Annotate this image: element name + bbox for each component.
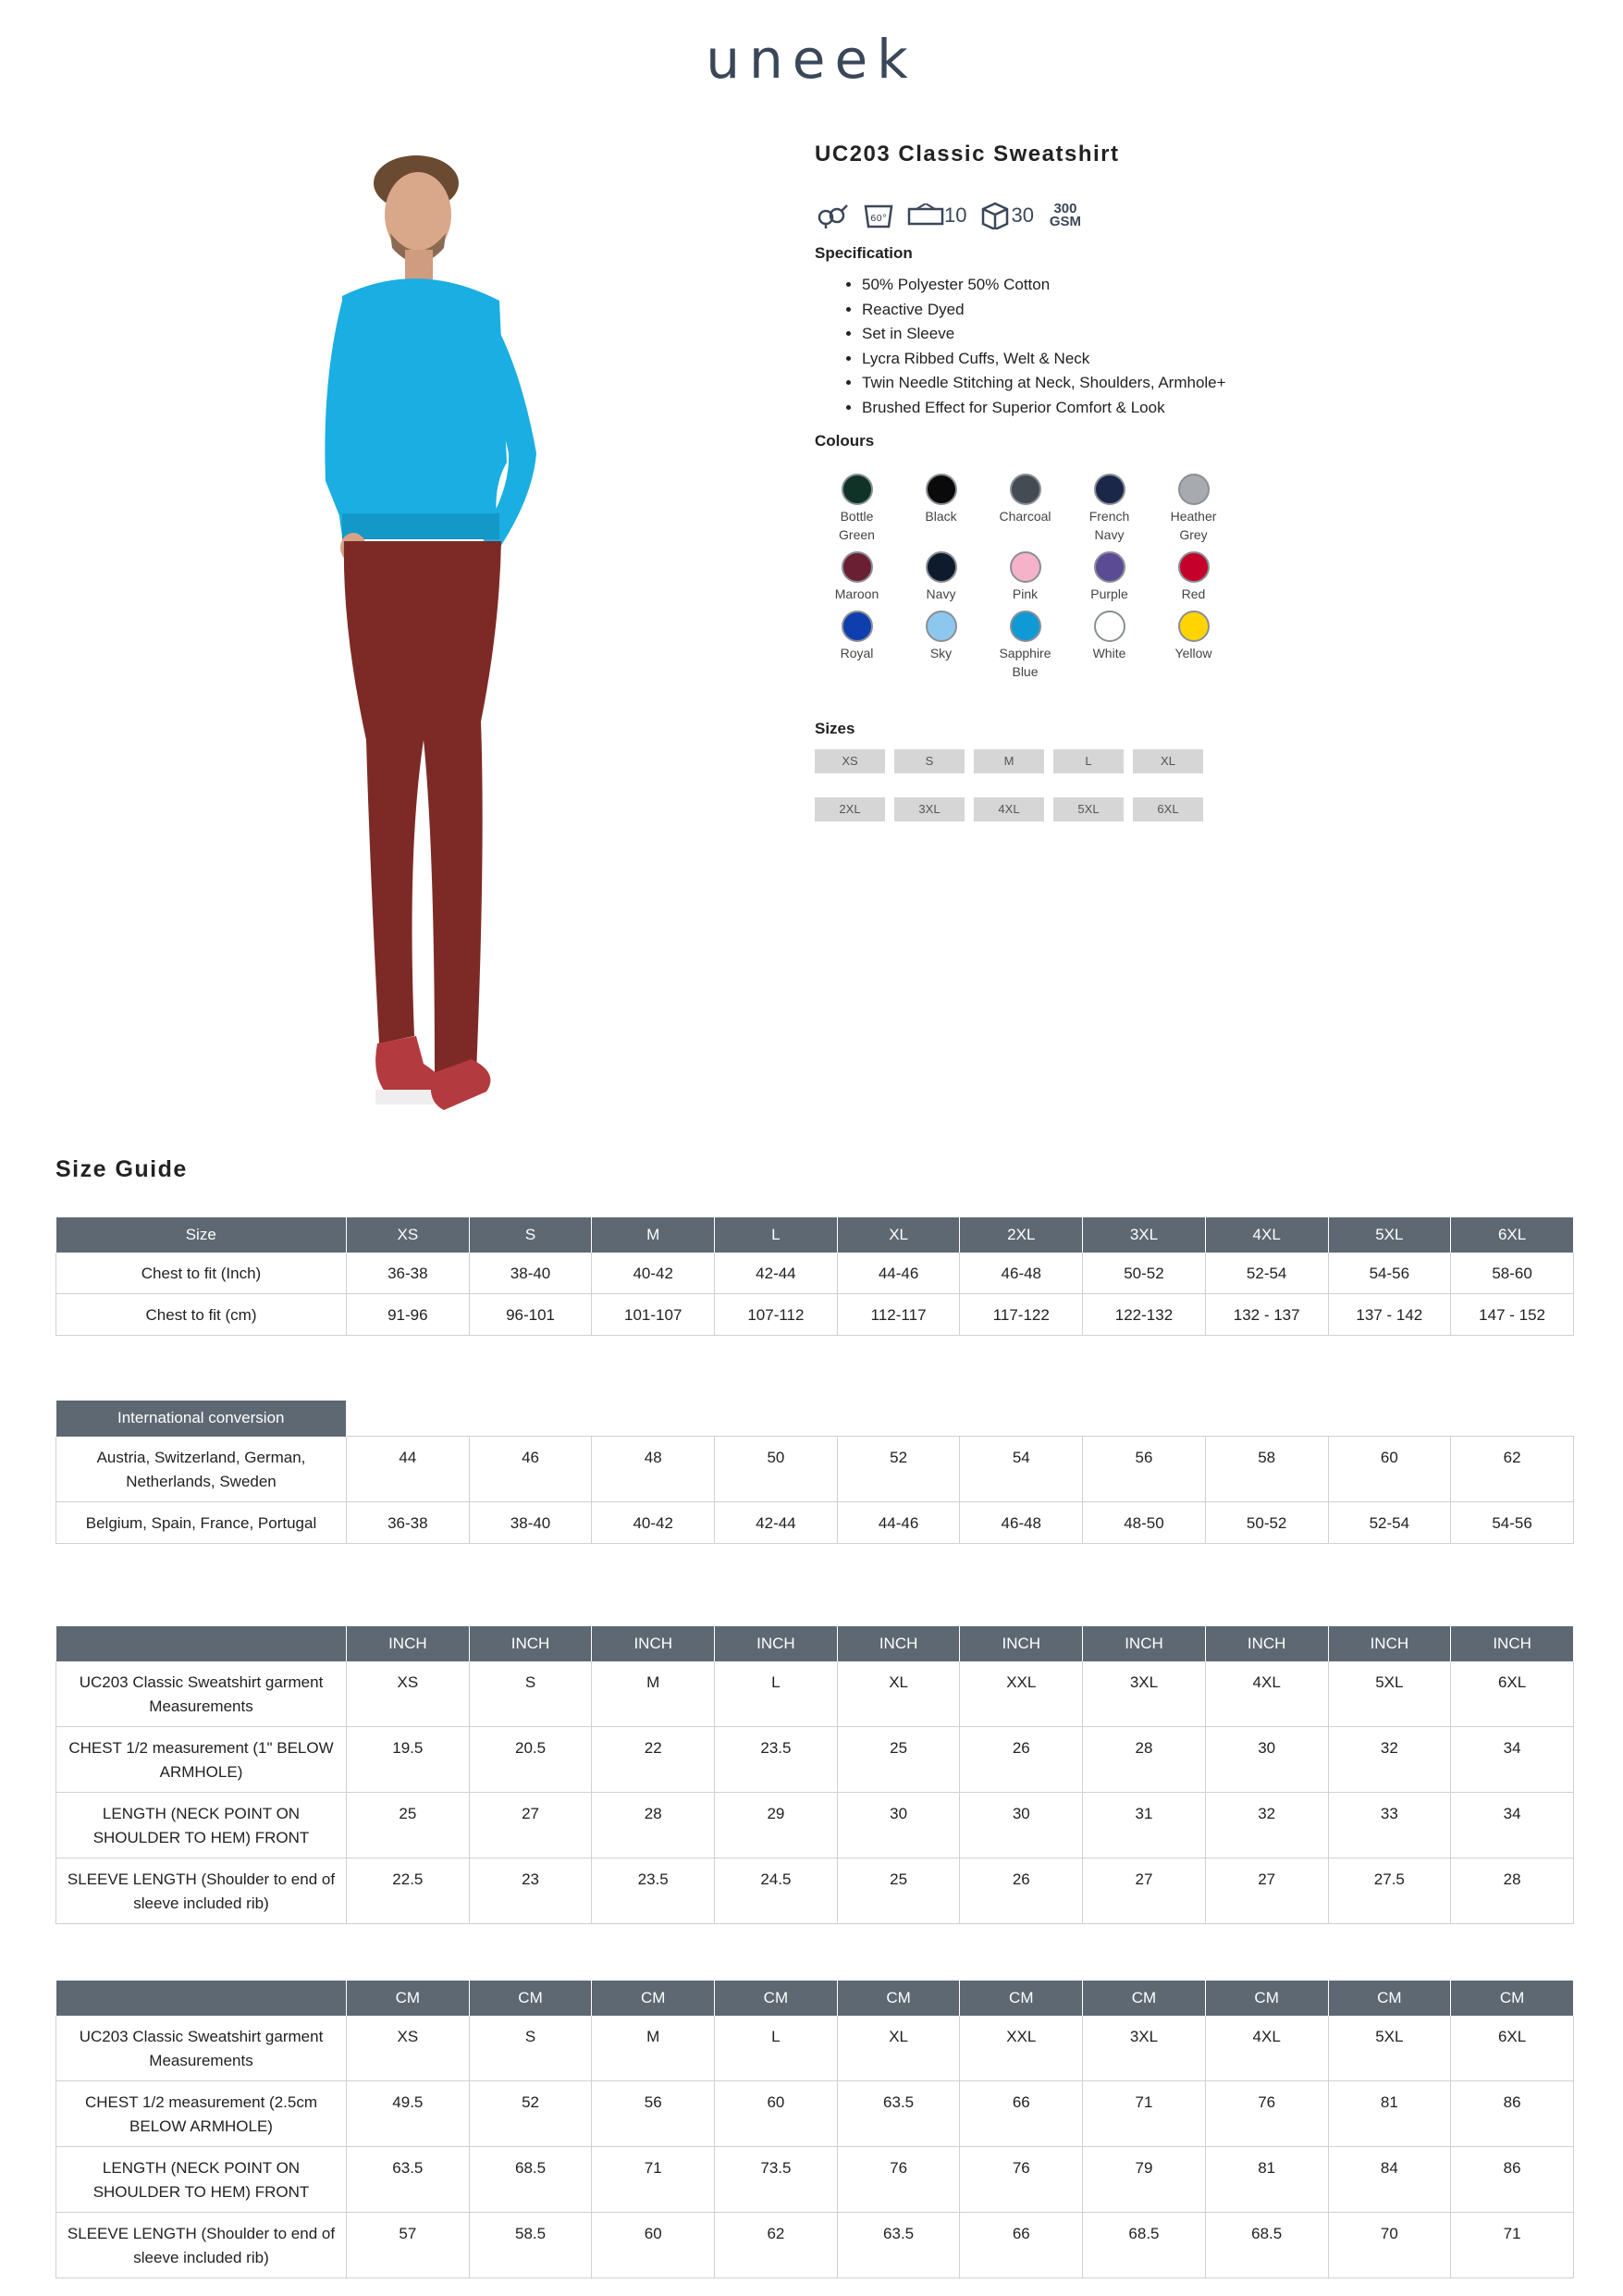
- table-cell: 71: [592, 2147, 715, 2213]
- table-cell: 38-40: [469, 1501, 592, 1543]
- table-row: [56, 2213, 1574, 2278]
- colour-swatch[interactable]: [1067, 551, 1151, 603]
- colour-label: Purple: [1090, 586, 1128, 601]
- table-cell: 71: [1083, 2081, 1206, 2147]
- colour-label: Charcoal: [999, 509, 1051, 524]
- table-cell: 71: [1451, 2213, 1574, 2278]
- table-cell: 40-42: [592, 1253, 715, 1294]
- column-header: Size: [56, 1217, 347, 1253]
- row-label: Austria, Switzerland, German, Netherlands, Sweden: [56, 1437, 347, 1502]
- table-cell: 27: [1083, 1858, 1206, 1924]
- box-icon: [979, 202, 1033, 229]
- size-option[interactable]: L: [1053, 749, 1124, 773]
- table-cell: 31: [1083, 1793, 1206, 1858]
- row-label: CHEST 1/2 measurement (1" BELOW ARMHOLE): [56, 1727, 347, 1793]
- table-cell: 30: [960, 1793, 1083, 1858]
- column-header: 6XL: [1451, 1217, 1574, 1253]
- row-label: Belgium, Spain, France, Portugal: [56, 1501, 347, 1543]
- table-row: [56, 2147, 1574, 2213]
- column-header: INCH: [1083, 1626, 1206, 1661]
- table-cell: 107-112: [715, 1294, 838, 1336]
- table-cell: 68.5: [1205, 2213, 1328, 2278]
- row-label: LENGTH (NECK POINT ON SHOULDER TO HEM) FRONT: [56, 1793, 347, 1858]
- intl-heading: International conversion: [56, 1401, 347, 1437]
- colours-heading: Colours: [815, 432, 875, 450]
- table-cell: 86: [1451, 2147, 1574, 2213]
- colour-swatches: [815, 474, 1249, 681]
- column-header: 4XL: [1205, 1217, 1328, 1253]
- table-cell: 50-52: [1205, 1501, 1328, 1543]
- table-cell: 62: [715, 2213, 838, 2278]
- table-cell: 29: [715, 1793, 838, 1858]
- colour-label: Navy: [926, 586, 956, 601]
- row-label: CHEST 1/2 measurement (2.5cm BELOW ARMHOLE): [56, 2081, 347, 2147]
- colour-dot[interactable]: [842, 551, 873, 583]
- column-header: INCH: [837, 1626, 960, 1661]
- colour-swatch[interactable]: [815, 551, 899, 603]
- size-options: [815, 749, 1203, 821]
- table-cell: 132 - 137: [1205, 1294, 1328, 1336]
- table-cell: XXL: [960, 1661, 1083, 1727]
- table-cell: 66: [960, 2081, 1083, 2147]
- table-cell: XS: [347, 2016, 470, 2081]
- table-cell: 56: [592, 2081, 715, 2147]
- table-cell: 76: [960, 2147, 1083, 2213]
- table-cell: XS: [347, 1661, 470, 1727]
- table-cell: 25: [837, 1858, 960, 1924]
- table-cell: 81: [1328, 2081, 1451, 2147]
- table-row: [56, 1437, 1574, 1502]
- table-cell: 23: [469, 1858, 592, 1924]
- table-cell: 63.5: [837, 2213, 960, 2278]
- column-header: M: [592, 1217, 715, 1253]
- column-header: 2XL: [960, 1217, 1083, 1253]
- table-cell: 147 - 152: [1451, 1294, 1574, 1336]
- table-cell: 5XL: [1328, 1661, 1451, 1727]
- size-option[interactable]: M: [974, 749, 1044, 773]
- table-cell: 32: [1205, 1793, 1328, 1858]
- spec-item: • Set in Sleeve: [862, 322, 1226, 347]
- table-cell: 46-48: [960, 1501, 1083, 1543]
- specification-heading: Specification: [815, 244, 913, 262]
- table-cell: 73.5: [715, 2147, 838, 2213]
- table-cell: XL: [837, 1661, 960, 1727]
- colour-swatch[interactable]: [983, 551, 1067, 603]
- column-header: CM: [592, 1981, 715, 2016]
- table-cell: 76: [1205, 2081, 1328, 2147]
- table-cell: 44-46: [837, 1253, 960, 1294]
- spec-item: • 50% Polyester 50% Cotton: [862, 273, 1226, 298]
- table-cell: 3XL: [1083, 2016, 1206, 2081]
- table-row: [56, 1294, 1574, 1336]
- size-option[interactable]: S: [894, 749, 965, 773]
- table-cell: 5XL: [1328, 2016, 1451, 2081]
- model-photo: [305, 148, 601, 1138]
- table-cell: 42-44: [715, 1253, 838, 1294]
- cm-measurements-table: [55, 1981, 1574, 2278]
- column-header: INCH: [1328, 1626, 1451, 1661]
- row-label: SLEEVE LENGTH (Shoulder to end of sleeve included rib): [56, 1858, 347, 1924]
- table-cell: 49.5: [347, 2081, 470, 2147]
- column-header: 5XL: [1328, 1217, 1451, 1253]
- table-cell: 60: [592, 2213, 715, 2278]
- column-header: CM: [1083, 1981, 1206, 2016]
- colour-label: Black: [925, 509, 957, 524]
- size-option[interactable]: 4XL: [974, 797, 1044, 821]
- row-label: UC203 Classic Sweatshirt garment Measurements: [56, 2016, 347, 2081]
- table-cell: 44-46: [837, 1501, 960, 1543]
- table-cell: 66: [960, 2213, 1083, 2278]
- colour-swatch[interactable]: [1151, 611, 1236, 681]
- colour-dot[interactable]: [926, 474, 957, 505]
- table-cell: 58.5: [469, 2213, 592, 2278]
- table-cell: L: [715, 2016, 838, 2081]
- column-header: CM: [837, 1981, 960, 2016]
- table-row: [56, 1727, 1574, 1793]
- colour-swatch[interactable]: [815, 611, 899, 681]
- table-cell: 46: [469, 1437, 592, 1502]
- spec-item: • Brushed Effect for Superior Comfort & Look: [862, 396, 1226, 421]
- care-icons: [815, 202, 1084, 229]
- inch-measurements-table: [55, 1626, 1574, 1924]
- table-row: [56, 1661, 1574, 1727]
- table-cell: 52: [837, 1437, 960, 1502]
- table-cell: 52-54: [1205, 1253, 1328, 1294]
- table-cell: 4XL: [1205, 2016, 1328, 2081]
- colour-dot[interactable]: [1178, 611, 1210, 642]
- column-header: L: [715, 1217, 838, 1253]
- table-cell: 28: [592, 1793, 715, 1858]
- table-cell: 81: [1205, 2147, 1328, 2213]
- column-header: S: [469, 1217, 592, 1253]
- colour-dot[interactable]: [1094, 611, 1125, 642]
- size-option[interactable]: 3XL: [894, 797, 965, 821]
- colour-label: Bottle Green: [839, 509, 875, 542]
- table-cell: 27: [469, 1793, 592, 1858]
- column-header: CM: [469, 1981, 592, 2016]
- table-cell: 50: [715, 1437, 838, 1502]
- colour-swatch[interactable]: [1151, 551, 1236, 603]
- colour-label: White: [1092, 646, 1126, 660]
- colour-label: Maroon: [834, 586, 879, 601]
- colour-label: Heather Grey: [1170, 509, 1217, 542]
- table-cell: 54-56: [1328, 1253, 1451, 1294]
- colour-dot[interactable]: [1178, 551, 1210, 583]
- table-row: [56, 1501, 1574, 1543]
- gsm-icon: [1047, 203, 1084, 228]
- column-header: XS: [347, 1217, 470, 1253]
- colour-dot[interactable]: [926, 551, 957, 583]
- table-cell: 42-44: [715, 1501, 838, 1543]
- row-label: SLEEVE LENGTH (Shoulder to end of sleeve included rib): [56, 2213, 347, 2278]
- table-cell: 86: [1451, 2081, 1574, 2147]
- table-cell: 52-54: [1328, 1501, 1451, 1543]
- table-cell: S: [469, 2016, 592, 2081]
- table-cell: 20.5: [469, 1727, 592, 1793]
- colour-swatch[interactable]: [899, 611, 983, 681]
- column-header: CM: [1451, 1981, 1574, 2016]
- pack-icon: [907, 204, 966, 228]
- product-title: UC203 Classic Sweatshirt: [815, 142, 1120, 167]
- unisex-icon: [815, 203, 850, 228]
- row-label: Chest to fit (cm): [56, 1294, 347, 1336]
- colour-swatch[interactable]: [1067, 611, 1151, 681]
- size-option[interactable]: XS: [815, 749, 885, 773]
- table-cell: 46-48: [960, 1253, 1083, 1294]
- table-cell: XL: [837, 2016, 960, 2081]
- table-cell: 30: [1205, 1727, 1328, 1793]
- row-label: LENGTH (NECK POINT ON SHOULDER TO HEM) FRONT: [56, 2147, 347, 2213]
- colour-label: Royal: [840, 646, 874, 660]
- colour-swatch[interactable]: [899, 474, 983, 544]
- colour-dot[interactable]: [926, 611, 957, 642]
- colour-swatch[interactable]: [983, 474, 1067, 544]
- table-cell: 32: [1328, 1727, 1451, 1793]
- brand-logo: uneek: [706, 28, 917, 91]
- table-row: [56, 1858, 1574, 1924]
- column-header: CM: [347, 1981, 470, 2016]
- table-cell: 70: [1328, 2213, 1451, 2278]
- table-cell: 27: [1205, 1858, 1328, 1924]
- column-header: INCH: [1205, 1626, 1328, 1661]
- column-header: CM: [960, 1981, 1083, 2016]
- table-cell: 84: [1328, 2147, 1451, 2213]
- pack-quantity: 10: [944, 204, 967, 227]
- colour-dot[interactable]: [1010, 611, 1041, 642]
- colour-label: Yellow: [1174, 646, 1212, 660]
- colour-dot[interactable]: [1010, 551, 1041, 583]
- table-cell: 137 - 142: [1328, 1294, 1451, 1336]
- table-cell: 23.5: [715, 1727, 838, 1793]
- colour-swatch[interactable]: [983, 611, 1067, 681]
- table-cell: 54: [960, 1437, 1083, 1502]
- column-header: 3XL: [1083, 1217, 1206, 1253]
- table-cell: 26: [960, 1858, 1083, 1924]
- fit-table: [55, 1217, 1574, 1336]
- table-cell: 30: [837, 1793, 960, 1858]
- table-cell: 62: [1451, 1437, 1574, 1502]
- sizes-heading: Sizes: [815, 720, 855, 737]
- table-row: [56, 2081, 1574, 2147]
- table-cell: 56: [1083, 1437, 1206, 1502]
- column-header: XL: [837, 1217, 960, 1253]
- specification-list: [838, 273, 1226, 420]
- column-header: CM: [1205, 1981, 1328, 2016]
- table-cell: 24.5: [715, 1858, 838, 1924]
- table-cell: 96-101: [469, 1294, 592, 1336]
- table-cell: 117-122: [960, 1294, 1083, 1336]
- box-quantity: 30: [1011, 204, 1034, 227]
- table-cell: 68.5: [469, 2147, 592, 2213]
- table-cell: 50-52: [1083, 1253, 1206, 1294]
- table-row: [56, 2016, 1574, 2081]
- column-header: INCH: [1451, 1626, 1574, 1661]
- colour-dot[interactable]: [842, 474, 873, 505]
- table-cell: 48-50: [1083, 1501, 1206, 1543]
- column-header: INCH: [592, 1626, 715, 1661]
- colour-dot[interactable]: [1094, 474, 1125, 505]
- row-label: UC203 Classic Sweatshirt garment Measurements: [56, 1661, 347, 1727]
- table-cell: 63.5: [347, 2147, 470, 2213]
- table-cell: 4XL: [1205, 1661, 1328, 1727]
- table-cell: 19.5: [347, 1727, 470, 1793]
- table-cell: 48: [592, 1437, 715, 1502]
- table-cell: M: [592, 1661, 715, 1727]
- table-cell: 6XL: [1451, 1661, 1574, 1727]
- table-cell: 6XL: [1451, 2016, 1574, 2081]
- column-header: CM: [1328, 1981, 1451, 2016]
- spec-item: • Lycra Ribbed Cuffs, Welt & Neck: [862, 347, 1226, 372]
- table-cell: 54-56: [1451, 1501, 1574, 1543]
- table-cell: 60: [715, 2081, 838, 2147]
- table-cell: 38-40: [469, 1253, 592, 1294]
- column-header: CM: [715, 1981, 838, 2016]
- table-cell: 34: [1451, 1727, 1574, 1793]
- table-cell: 58-60: [1451, 1253, 1574, 1294]
- table-cell: S: [469, 1661, 592, 1727]
- column-header: [56, 1981, 347, 2016]
- table-cell: 27.5: [1328, 1858, 1451, 1924]
- table-cell: 28: [1451, 1858, 1574, 1924]
- intl-heading-blank: [347, 1401, 1574, 1437]
- table-cell: 91-96: [347, 1294, 470, 1336]
- colour-label: Sky: [929, 646, 953, 660]
- table-cell: 34: [1451, 1793, 1574, 1858]
- table-cell: 25: [837, 1727, 960, 1793]
- size-option[interactable]: 2XL: [815, 797, 885, 821]
- table-cell: 22.5: [347, 1858, 470, 1924]
- table-cell: 112-117: [837, 1294, 960, 1336]
- colour-swatch[interactable]: [899, 551, 983, 603]
- colour-dot[interactable]: [842, 611, 873, 642]
- table-cell: XXL: [960, 2016, 1083, 2081]
- table-cell: 122-132: [1083, 1294, 1206, 1336]
- table-cell: 52: [469, 2081, 592, 2147]
- column-header: [56, 1626, 347, 1661]
- gsm-value: 300 GSM: [1049, 201, 1082, 229]
- table-cell: 36-38: [347, 1501, 470, 1543]
- size-option[interactable]: 6XL: [1133, 797, 1203, 821]
- column-header: INCH: [347, 1626, 470, 1661]
- table-row: [56, 1253, 1574, 1294]
- spec-item: • Reactive Dyed: [862, 298, 1226, 323]
- size-option[interactable]: 5XL: [1053, 797, 1124, 821]
- table-cell: 101-107: [592, 1294, 715, 1336]
- table-cell: 22: [592, 1727, 715, 1793]
- table-cell: 60: [1328, 1437, 1451, 1502]
- table-cell: 44: [347, 1437, 470, 1502]
- table-cell: 36-38: [347, 1253, 470, 1294]
- table-cell: 63.5: [837, 2081, 960, 2147]
- table-cell: 28: [1083, 1727, 1206, 1793]
- table-cell: L: [715, 1661, 838, 1727]
- colour-dot[interactable]: [1010, 474, 1041, 505]
- colour-label: Red: [1181, 586, 1206, 601]
- column-header: INCH: [469, 1626, 592, 1661]
- wash-60-icon: [863, 202, 894, 229]
- spec-item: • Twin Needle Stitching at Neck, Shoulders, Armhole+: [862, 371, 1226, 396]
- row-label: Chest to fit (Inch): [56, 1253, 347, 1294]
- table-cell: 58: [1205, 1437, 1328, 1502]
- column-header: INCH: [960, 1626, 1083, 1661]
- wash-temp-label: 60°: [870, 214, 887, 224]
- table-row: [56, 1793, 1574, 1858]
- table-cell: 57: [347, 2213, 470, 2278]
- colour-swatch[interactable]: [1067, 474, 1151, 544]
- colour-swatch[interactable]: [815, 474, 899, 544]
- table-cell: 79: [1083, 2147, 1206, 2213]
- table-cell: 68.5: [1083, 2213, 1206, 2278]
- table-cell: 40-42: [592, 1501, 715, 1543]
- colour-swatch[interactable]: [1151, 474, 1236, 544]
- column-header: INCH: [715, 1626, 838, 1661]
- international-conversion-table: [55, 1401, 1574, 1544]
- colour-label: Sapphire Blue: [999, 646, 1051, 679]
- table-cell: 3XL: [1083, 1661, 1206, 1727]
- table-cell: 76: [837, 2147, 960, 2213]
- table-cell: 23.5: [592, 1858, 715, 1924]
- table-cell: M: [592, 2016, 715, 2081]
- table-cell: 25: [347, 1793, 470, 1858]
- colour-dot[interactable]: [1178, 474, 1210, 505]
- colour-label: Pink: [1012, 586, 1039, 601]
- size-option[interactable]: XL: [1133, 749, 1203, 773]
- size-guide-title: Size Guide: [55, 1156, 188, 1182]
- table-cell: 33: [1328, 1793, 1451, 1858]
- colour-dot[interactable]: [1094, 551, 1125, 583]
- table-cell: 26: [960, 1727, 1083, 1793]
- colour-label: French Navy: [1088, 509, 1130, 542]
